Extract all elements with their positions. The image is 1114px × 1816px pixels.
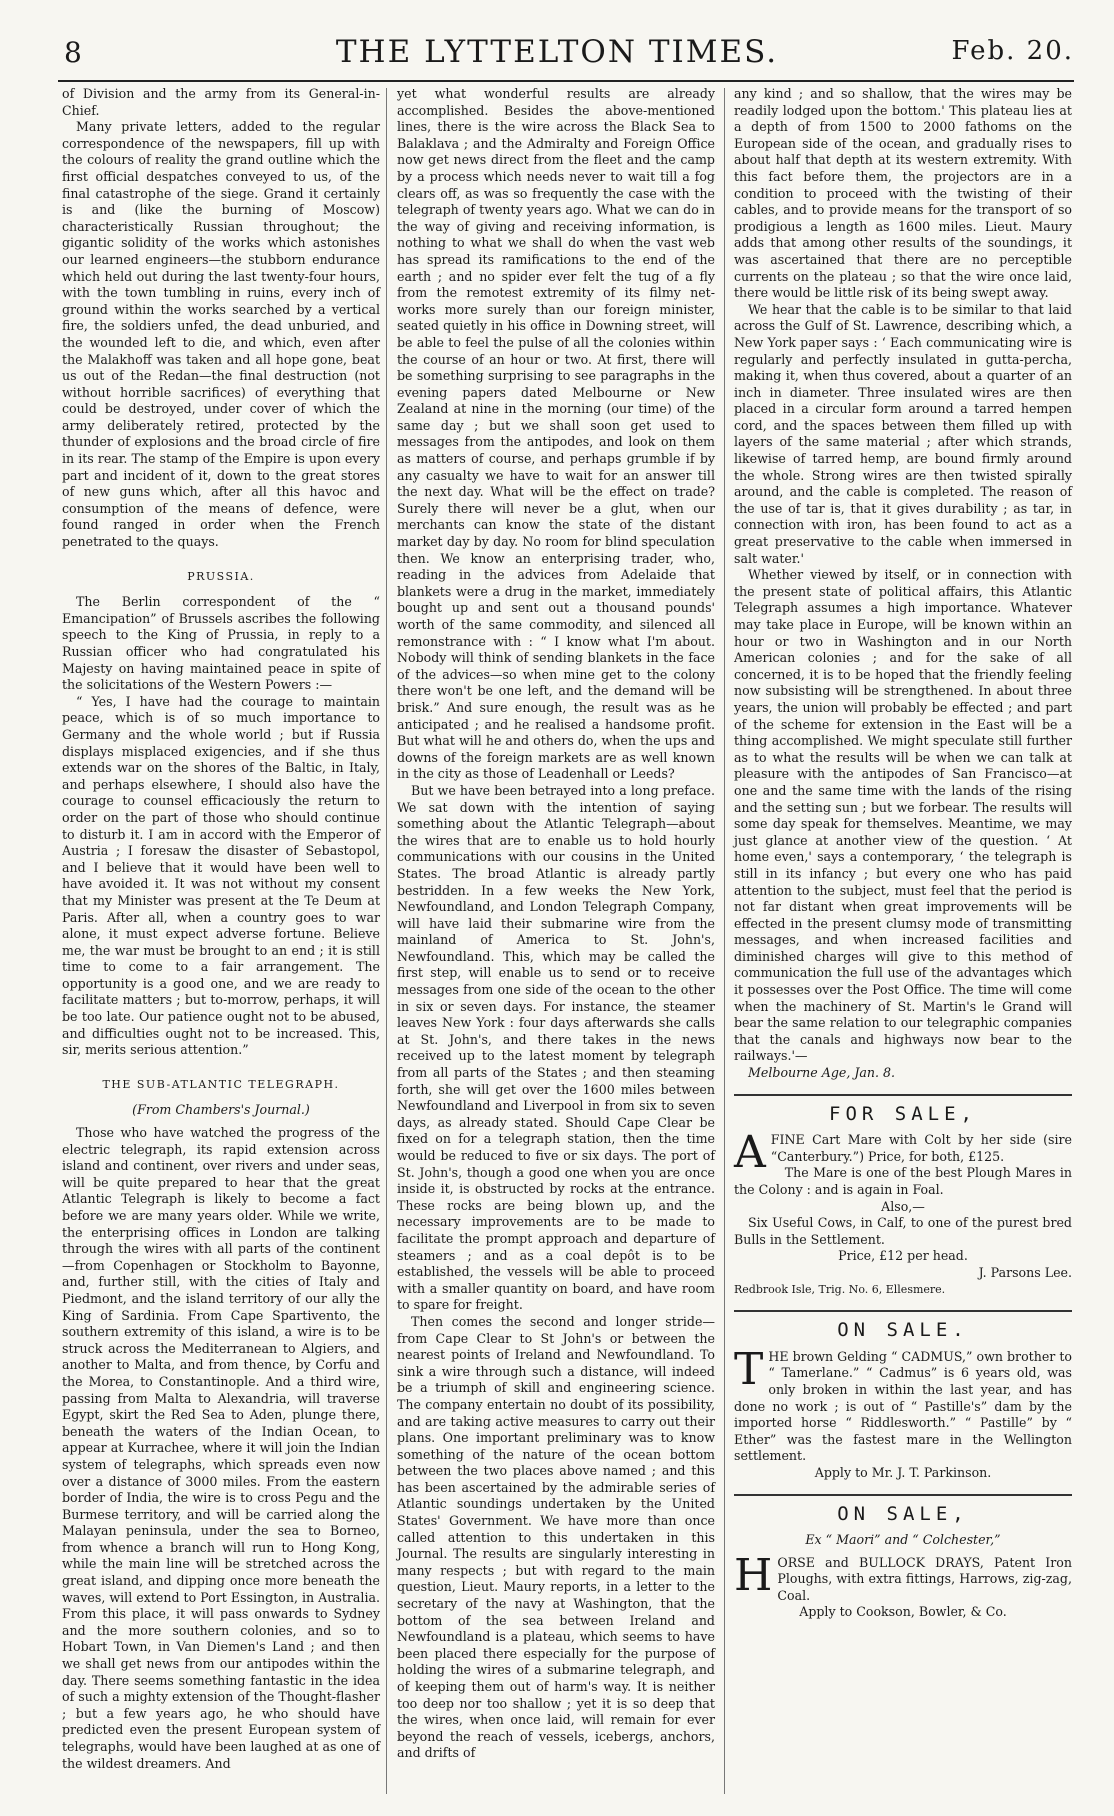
article-source: (From Chambers's Journal.) <box>132 1102 310 1118</box>
article-signature: Melbourne Age, Jan. 8. <box>748 1065 896 1081</box>
ad-price: Price, £12 per head. <box>838 1248 968 1264</box>
advertisement-mare <box>734 1094 1072 1299</box>
masthead <box>40 30 1074 80</box>
ad-text: ORSE and BULLOCK DRAYS, Patent Iron Ploughs, with extra fittings, Harrows, zig-zag, Coal. <box>777 1554 1072 1603</box>
ad-text: HE brown Gelding “ CADMUS,” own brother to “ Tamerlane.” “ Cadmus” is 6 years old, was only broken in within the last year, and has done no work ; is out of “ Pastille's” dam by the imported horse “ Riddlesworth.” “ Pastille” by “ Ether” was the fastest mare in the Wellington settlement. <box>734 1348 1072 1464</box>
article-paragraph: Those who have watched the progress of the electric telegraph, its rapid extension across island and continent, over rivers and under seas, will be quite prepared to hear that the great Atlantic Telegraph is likely to become a fact before we are many years older. While we write, the enterprising offices in London are talking through the wires with all parts of the continent—from Copenhagen or Stockholm to Bayonne, and, further still, with the cities of Italy and Piedmont, and the island territory of our ally the King of Sardinia. From Cape Spartivento, the southern extremity of this island, a wire is to be struck across the Mediterranean to Algiers, and another to Malta, and from thence, by Corfu and the Morea, to Constantinople. And a third wire, passing from Malta to Alexandria, will traverse Egypt, skirt the Red Sea to Aden, plunge there, beneath the waters of the Indian Ocean, to appear at Kurrachee, where it will join the Indian system of telegraphs, which spreads even now over a distance of 3000 miles. From the eastern border of India, the wire is to cross Pegu and the Burmese territory, and will be carried along the Malayan peninsula, under the sea to Borneo, from whence a branch will run to Hong Kong, while the main line will be stretched across the great island, and dipping once more beneath the waves, will extend to Port Essington, in Australia. From this place, it will pass onwards to Sydney and the more southern colonies, and so to Hobart Town, in Van Diemen's Land ; and then we shall get news from our antipodes within the day. There seems something fantastic in the idea of such a mighty extension of the Thought-flasher ; but a few years ago, he who should have predicted even the present European system of telegraphs, would have been laughed at as one of the wildest dreamers. And <box>62 1125 380 1771</box>
drop-cap: T <box>734 1343 764 1395</box>
article-paragraph: Many private letters, added to the regular correspondence of the newspapers, fill up with the colours of reality the grand outline which the first official despatches conveyed to us, of the final catastrophe of the siege. Grand it certainly is and (like the burning of Moscow) characteristically Russian throughout; the gigantic solidity of the works which astonishes our learned engineers—the stubborn endurance which held out during the last twenty-four hours, with the town tumbling in ruins, every inch of ground within the works searched by a vertical fire, the soldiers unfed, the dead unburied, and the wounded left to die, and which, even after the Malakhoff was taken and all hope gone, beat us out of the Redan—the final destruction (not without horrible sacrifices) of everything that could be destroyed, under cover of which the army deliberately retired, protected by the thunder of explosions and the broad circle of fire in its rear. The stamp of the Empire is upon every part and incident of it, down to the great stores of new guns which, after all this havoc and consumption of the means of defence, were found ranged in order when the French penetrated to the quays. <box>62 119 380 550</box>
article-paragraph: yet what wonderful results are already accomplished. Besides the above-mentioned lines, there is the wire across the Black Sea to Balaklava ; and the Admiralty and Foreign Office now get news direct from the fleet and the camp by a process which needs never to wait till a fog clears off, as was so frequently the case with the telegraph of twenty years ago. What we can do in the way of giving and receiving information, is nothing to what we shall do when the vast web has spread its ramifications to the end of the earth ; and no spider ever felt the tug of a fly from the remotest extremity of its filmy net-works more surely than our foreign minister, seated quietly in his office in Downing street, will be able to feel the pulse of all the colonies within the course of an hour or two. At first, there will be something surprising to see paragraphs in the evening papers dated Melbourne or New Zealand at nine in the morning (our time) of the same day ; but we shall soon get used to messages from the antipodes, and look on them as matters of course, and perhaps grumble if by any casualty we have to wait for an answer till the next day. What will be the effect on trade? Surely there will never be a glut, when our merchants can know the state of the distant market day by day. No room for blind speculation then. We know an enterprising trader, who, reading in the advices from Adelaide that blankets were a drug in the market, immediately bought up and sent out a thousand pounds' worth of the same commodity, and silenced all remonstrance with : “ I know what I'm about. Nobody will think of sending blankets in the face of the advices—so when mine get to the colony there won't be one left, and the demand will be brisk.” And sure enough, the result was as he anticipated ; and he realised a handsome profit. But what will he and others do, when the ups and downs of the foreign markets are as well known in the city as those of Leadenhall or Leeds? <box>397 86 715 782</box>
article-paragraph: But we have been betrayed into a long preface. We sat down with the intention of saying something about the Atlantic Telegraph—about the wires that are to enable us to hold hourly communications with our cousins in the United States. The broad Atlantic is already partly bestridden. In a few weeks the New York, Newfoundland, and London Telegraph Company, will have laid their submarine wire from the mainland of America to St. John's, Newfoundland. This, which may be called the first step, will enable us to send or to receive messages from one side of the ocean to the other in six or seven days. For instance, the steamer leaves New York : four days afterwards she calls at St. John's, and there takes in the news received up to the latest moment by telegraph from all parts of the States ; and then steaming forth, she will get over the 1600 miles between Newfoundland and Liverpool in from six to seven days, as already stated. Should Cape Clear be fixed on for a telegraph station, then the time would be reduced to five or six days. The port of St. John's, though a good one when you are once inside it, is obstructed by rocks at the entrance. These rocks are being blown up, and the necessary improvements are to be made to facilitate the prompt approach and departure of steamers ; and as a coal depôt is to be established, the vessels will be able to proceed with a smaller quantity on board, and have room to spare for freight. <box>397 782 715 1313</box>
newspaper-title: THE LYTTELTON TIMES. <box>335 34 779 70</box>
ad-text: FINE Cart Mare with Colt by her side (sire “Canterbury.”) Price, for both, £125. <box>770 1132 1072 1164</box>
ad-address: Redbrook Isle, Trig. No. 6, Ellesmere. <box>734 1282 946 1296</box>
article-paragraph: of Division and the army from its General-in-Chief. <box>62 86 380 118</box>
column-2 <box>397 86 715 1762</box>
drop-cap: H <box>734 1549 773 1601</box>
ad-text: Also,— <box>881 1198 925 1214</box>
advertisement-drays <box>734 1494 1072 1622</box>
ad-heading: FOR SALE, <box>829 1102 977 1125</box>
ad-subheading: Ex “ Maori” and “ Colchester,” <box>805 1532 1001 1548</box>
ad-seller: J. Parsons Lee. <box>978 1264 1072 1280</box>
article-paragraph: We hear that the cable is to be similar to that laid across the Gulf of St. Lawrence, describing which, a New York paper says : ‘ Each communicating wire is regularly and perfectly insulated in gutta-percha, making it, when thus covered, about a quarter of an inch in diameter. Three insulated wires are then placed in a circular form around a tarred hempen cord, and the spaces between them filled up with layers of the same material ; after which strands, likewise of tarred hemp, are bound firmly around the whole. Strong wires are then twisted spirally around, and the cable is completed. The reason of the use of tar is, that it gives durability ; as tar, in connection with iron, has been found to act as a great preservative to the cable when immersed in salt water.' <box>734 301 1072 566</box>
drop-cap: A <box>734 1127 766 1179</box>
issue-date: Feb. 20. <box>951 36 1074 66</box>
column-1 <box>62 86 380 1772</box>
ad-apply: Apply to Mr. J. T. Parkinson. <box>814 1464 992 1480</box>
article-paragraph: Then comes the second and longer stride—from Cape Clear to St John's or between the nearest points of Ireland and Newfoundland. To sink a wire through such a distance, will indeed be a triumph of skill and engineering science. The company entertain no doubt of its possibility, and are taking active measures to carry out their plans. One important preliminary was to know something of the nature of the ocean bottom between the two places above named ; and this has been ascertained by the admirable series of Atlantic soundings undertaken by the United States' Government. We have more than once called attention to this undertaken in this Journal. The results are singularly interesting in many respects ; but with regard to the main question, Lieut. Maury reports, in a letter to the secretary of the navy at Washington, that the bottom of the sea between Ireland and Newfoundland is a plateau, which seems to have been placed there especially for the purpose of holding the wires of a submarine telegraph, and of keeping them out of harm's way. It is neither too deep nor too shallow ; yet it is so deep that the wires, when once laid, will remain for ever beyond the reach of vessels, icebergs, anchors, and drifts of <box>397 1313 715 1761</box>
ad-text: The Mare is one of the best Plough Mares in the Colony : and is again in Foal. <box>734 1165 1072 1197</box>
article-paragraph: “ Yes, I have had the courage to maintain peace, which is of so much importance to Germany and the whole world ; but if Russia displays misplaced exigencies, and if she thus extends war on the shores of the Baltic, in Italy, and perhaps elsewhere, I should also have the courage to counsel efficaciously the return to order on the part of those who should continue to disturb it. I am in accord with the Emperor of Austria ; I foresaw the disaster of Sebastopol, and I believe that it would have been well to have avoided it. It was not without my consent that my Minister was present at the Te Deum at Paris. After all, when a country goes to war alone, it must expect adverse fortune. Believe me, the war must be brought to an end ; it is still time to come to a fair arrangement. The opportunity is a good one, and we are ready to facilitate matters ; but to-morrow, perhaps, it will be too late. Our patience ought not to be abused, and difficulties ought not to be increased. This, sir, merits serious attention.” <box>62 693 380 1058</box>
article-paragraph: Whether viewed by itself, or in connection with the present state of political affairs, this Atlantic Telegraph assumes a high importance. Whatever may take place in Europe, will be known within an hour or two in Washington and in our North American colonies ; and for the sake of all concerned, it is to be hoped that the friendly feeling now subsisting will be strengthened. In about three years, the union will probably be effected ; and part of the scheme for extension in the East will be a thing accomplished. We might speculate still further as to what the results will be when we can talk at pleasure with the antipodes of San Francisco—at one and the same time with the lands of the rising and the setting sun ; but we forbear. The results will some day speak for themselves. Meantime, we may just glance at another view of the question. ‘ At home even,' says a contemporary, ‘ the telegraph is still in its infancy ; but every one who has paid attention to the subject, must feel that the period is not far distant when great improvements will be effected in the present clumsy mode of transmitting messages, and when increased facilities and diminished charges will give to this method of communication the full use of the advantages which it possesses over the Post Office. The time will come when the machinery of St. Martin's le Grand will bear the same relation to our telegraphic companies that the canals and highways now bear to the railways.'— <box>734 567 1072 1064</box>
page-number: 8 <box>64 36 82 69</box>
article-paragraph: The Berlin correspondent of the “ Emancipation” of Brussels ascribes the following speech to the King of Prussia, in reply to a Russian officer who had congratulated his Majesty on having maintained peace in spite of the solicitations of the Western Powers :— <box>62 594 380 693</box>
column-divider <box>386 88 387 1794</box>
column-3 <box>734 86 1072 1621</box>
header-rule <box>58 80 1074 82</box>
ad-text: Six Useful Cows, in Calf, to one of the purest bred Bulls in the Settlement. <box>734 1215 1072 1247</box>
column-divider <box>724 88 725 1794</box>
section-heading-telegraph: THE SUB-ATLANTIC TELEGRAPH. <box>102 1077 340 1091</box>
ad-apply: Apply to Cookson, Bowler, & Co. <box>799 1604 1007 1620</box>
section-heading-prussia: PRUSSIA. <box>187 569 255 583</box>
ad-heading: ON SALE. <box>837 1319 969 1342</box>
advertisement-gelding <box>734 1310 1072 1481</box>
article-paragraph: any kind ; and so shallow, that the wires may be readily lodged upon the bottom.' This plateau lies at a depth of from 1500 to 2000 fathoms on the European side of the ocean, and gradually rises to about half that depth at its western extremity. With this fact before them, the projectors are in a condition to proceed with the twisting of their cables, and to provide means for the transport of so prodigious a length as 1600 miles. Lieut. Maury adds that among other results of the soundings, it was ascertained that there are no perceptible currents on the plateau ; so that the wire once laid, there would be little risk of its being swept away. <box>734 86 1072 301</box>
ad-heading: ON SALE, <box>837 1502 969 1525</box>
